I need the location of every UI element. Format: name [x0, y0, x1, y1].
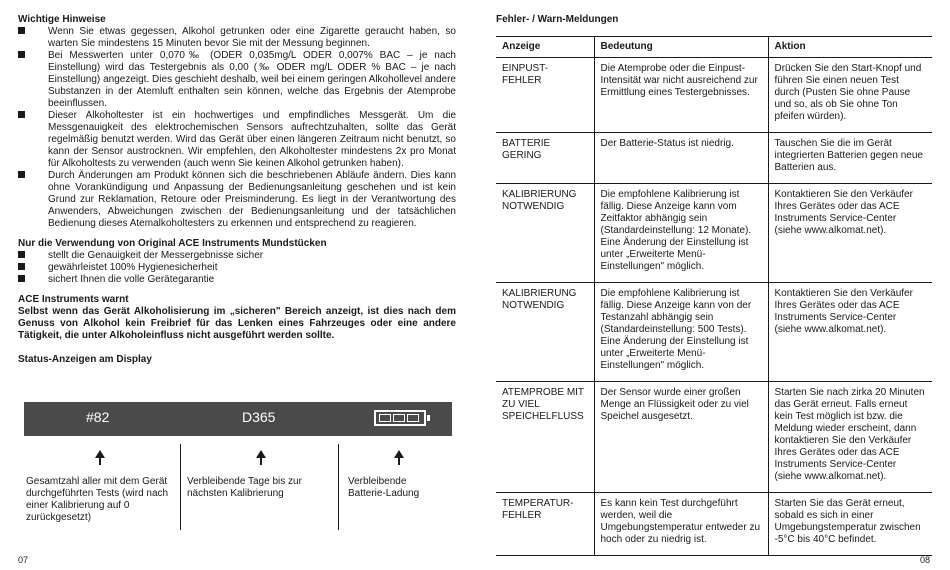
meaning-cell: Die empfohlene Kalibrierung ist fällig. Diese Anzeige kann von der Testanzahl abhängig sein (Standardeinstellung: 500 Tests). Eine Änderung der Einstellung ist unter „Erweiterte Menü-Einstellungen" möglich. — [594, 283, 768, 382]
bullet-icon — [18, 51, 25, 58]
errors-heading: Fehler- / Warn-Meldungen — [496, 14, 619, 25]
caption-battery: Verbleibende Batterie-Ladung — [348, 476, 420, 499]
action-cell: Kontaktieren Sie den Verkäufer Ihres Gerätes oder das ACE Instruments Service-Center (siehe www.alkomat.net). — [768, 184, 932, 283]
bullet-icon — [18, 27, 25, 34]
list-item: Wenn Sie etwas gegessen, Alkohol getrunken oder eine Zigarette geraucht haben, so warten Sie mindestens 15 Minuten bevor Sie mit der Messung beginnen. — [18, 26, 456, 50]
right-page — [496, 14, 932, 556]
table-header-row — [496, 37, 932, 58]
table-row — [496, 133, 932, 184]
meaning-cell: Die Atemprobe oder die Einpust-Intensität war nicht ausreichend zur Ermittlung eines Testergebnisses. — [594, 58, 768, 133]
column-header: Aktion — [768, 37, 932, 58]
battery-cell — [393, 414, 405, 422]
arrow-stem — [99, 457, 101, 465]
arrow-stem — [260, 457, 262, 465]
table-row — [496, 283, 932, 382]
mouthpiece-list — [18, 250, 456, 286]
table-row — [496, 58, 932, 133]
battery-cell — [379, 414, 391, 422]
display-code-cell: ATEMPROBE MIT ZU VIEL SPEICHELFLUSS — [496, 382, 594, 493]
caption-days-left: Verbleibende Tage bis zur nächsten Kalibrierung — [187, 476, 302, 499]
days-left-readout: D365 — [242, 409, 276, 425]
action-cell: Starten Sie das Gerät erneut, sobald es sich in einer Umgebungstemperatur zwischen -5°C bis 40°C befindet. — [768, 493, 932, 556]
hints-list — [18, 26, 456, 230]
meaning-cell: Der Batterie-Status ist niedrig. — [594, 133, 768, 184]
bullet-icon — [18, 251, 25, 258]
arrow-stem — [398, 457, 400, 465]
action-cell: Starten Sie nach zirka 20 Minuten das Gerät erneut. Falls erneut kein Test möglich ist bzw. die Meldung wieder erscheint, dann kontaktieren Sie den Verkäufer Ihres Gerätes oder das ACE Instruments Service-Center (siehe www.alkomat.net). — [768, 382, 932, 493]
display-code-cell: BATTERIE GERING — [496, 133, 594, 184]
bullet-icon — [18, 171, 25, 178]
page-number-left: 07 — [18, 555, 29, 565]
table-row — [496, 184, 932, 283]
bullet-icon — [18, 275, 25, 282]
table-row — [496, 382, 932, 493]
meaning-cell: Der Sensor wurde einer großen Menge an Flüssigkeit oder zu viel Speichel ausgesetzt. — [594, 382, 768, 493]
action-cell: Tauschen Sie die im Gerät integrierten Batterien gegen neue Batterien aus. — [768, 133, 932, 184]
test-count-readout: #82 — [86, 409, 110, 425]
hints-heading: Wichtige Hinweise — [18, 14, 106, 25]
bullet-icon — [18, 111, 25, 118]
warning-heading: ACE Instruments warnt — [18, 294, 129, 305]
page-number-right: 08 — [920, 555, 931, 565]
divider — [338, 444, 339, 530]
divider — [180, 444, 181, 530]
display-code-cell: TEMPERATUR-FEHLER — [496, 493, 594, 556]
warning-text: Selbst wenn das Gerät Alkoholisierung im „sicheren" Bereich anzeigt, ist dies nach dem Genuss von Alkohol kein Freibrief für das Lenken eines Fahrzeuges oder eine andere Tätigkeit, die unter Alkoholeinfluss nicht ausgeführt werden sollte. — [18, 306, 456, 341]
left-page — [18, 14, 456, 366]
action-cell: Drücken Sie den Start-Knopf und führen Sie einen neuen Test durch (Pusten Sie ohne Pause und so, als ob Sie ohne Ton pfeifen würden). — [768, 58, 932, 133]
column-header: Anzeige — [496, 37, 594, 58]
mouthpiece-heading: Nur die Verwendung von Original ACE Instruments Mundstücken — [18, 238, 327, 249]
battery-nub — [427, 415, 430, 421]
caption-test-count: Gesamtzahl aller mit dem Gerät durchgeführten Tests (wird nach einer Kalibrierung auf 0 zurückgesetzt) — [26, 476, 169, 523]
meaning-cell: Es kann kein Test durchgeführt werden, weil die Umgebungstemperatur entweder zu hoch oder zu niedrig ist. — [594, 493, 768, 556]
list-item: Durch Änderungen am Produkt können sich die beschriebenen Abläufe ändern. Dies kann ohne Vorankündigung und Anpassung der Bedienungsanleitung geschehen und ist kein Grund zur Reklamation, Retoure oder Preisminderung. Es liegt in der Verantwortung des Anwenders, Abweichungen zwischen der Bedienungsanleitung und der tatsächlichen Bedienung dieses Atemalkoholtesters zu erkennen und entsprechend zu reagieren. — [18, 170, 456, 230]
display-code-cell: KALIBRIERUNG NOTWENDIG — [496, 184, 594, 283]
list-item: sichert Ihnen die volle Gerätegarantie — [18, 274, 456, 286]
display-heading: Status-Anzeigen am Display — [18, 354, 152, 365]
list-item: Bei Messwerten unter 0,070‰ (ODER 0,035mg/L ODER 0,007% BAC – je nach Einstellung) wird das Testergebnis als 0,00 (‰ ODER mg/L ODER % BAC – je nach Einstellung) angezeigt. Dies geschieht deshalb, weil bei einem geringen Alkohollevel andere Substanzen in der Atemluft enthalten sein können, welche das Ergebnis der Atemprobe beeinflussen. — [18, 50, 456, 110]
display-code-cell: EINPUST-FEHLER — [496, 58, 594, 133]
list-item: gewährleistet 100% Hygienesicherheit — [18, 262, 456, 274]
action-cell: Kontaktieren Sie den Verkäufer Ihres Gerätes oder das ACE Instruments Service-Center (siehe www.alkomat.net). — [768, 283, 932, 382]
display-code-cell: KALIBRIERUNG NOTWENDIG — [496, 283, 594, 382]
battery-icon — [374, 410, 426, 426]
display-panel — [24, 402, 452, 436]
meaning-cell: Die empfohlene Kalibrierung ist fällig. Diese Anzeige kann vom Zeitfaktor abhängig sein (Standardeinstellung: 12 Monate). Eine Änderung der Einstellung ist unter „Erweiterte Menü-Einstellungen" möglich. — [594, 184, 768, 283]
list-item: Dieser Alkoholtester ist ein hochwertiges und empfindliches Messgerät. Um die Messgenauigkeit des elektrochemischen Sensors aufrechtzuhalten, sollte das Gerät regelmäßig benutzt werden. Wird das Gerät über einen längeren Zeitraum nicht benutzt, so kann der Sensor austrocknen. Wir empfehlen, den Alkoholtester mindestens 2x pro Monat für Alkoholtests zu verwenden (auch wenn Sie keinen Alkohol getrunken haben). — [18, 110, 456, 170]
table-row — [496, 493, 932, 556]
column-header: Bedeutung — [594, 37, 768, 58]
list-item: stellt die Genauigkeit der Messergebnisse sicher — [18, 250, 456, 262]
error-table — [496, 36, 932, 556]
battery-cell — [407, 414, 419, 422]
bullet-icon — [18, 263, 25, 270]
